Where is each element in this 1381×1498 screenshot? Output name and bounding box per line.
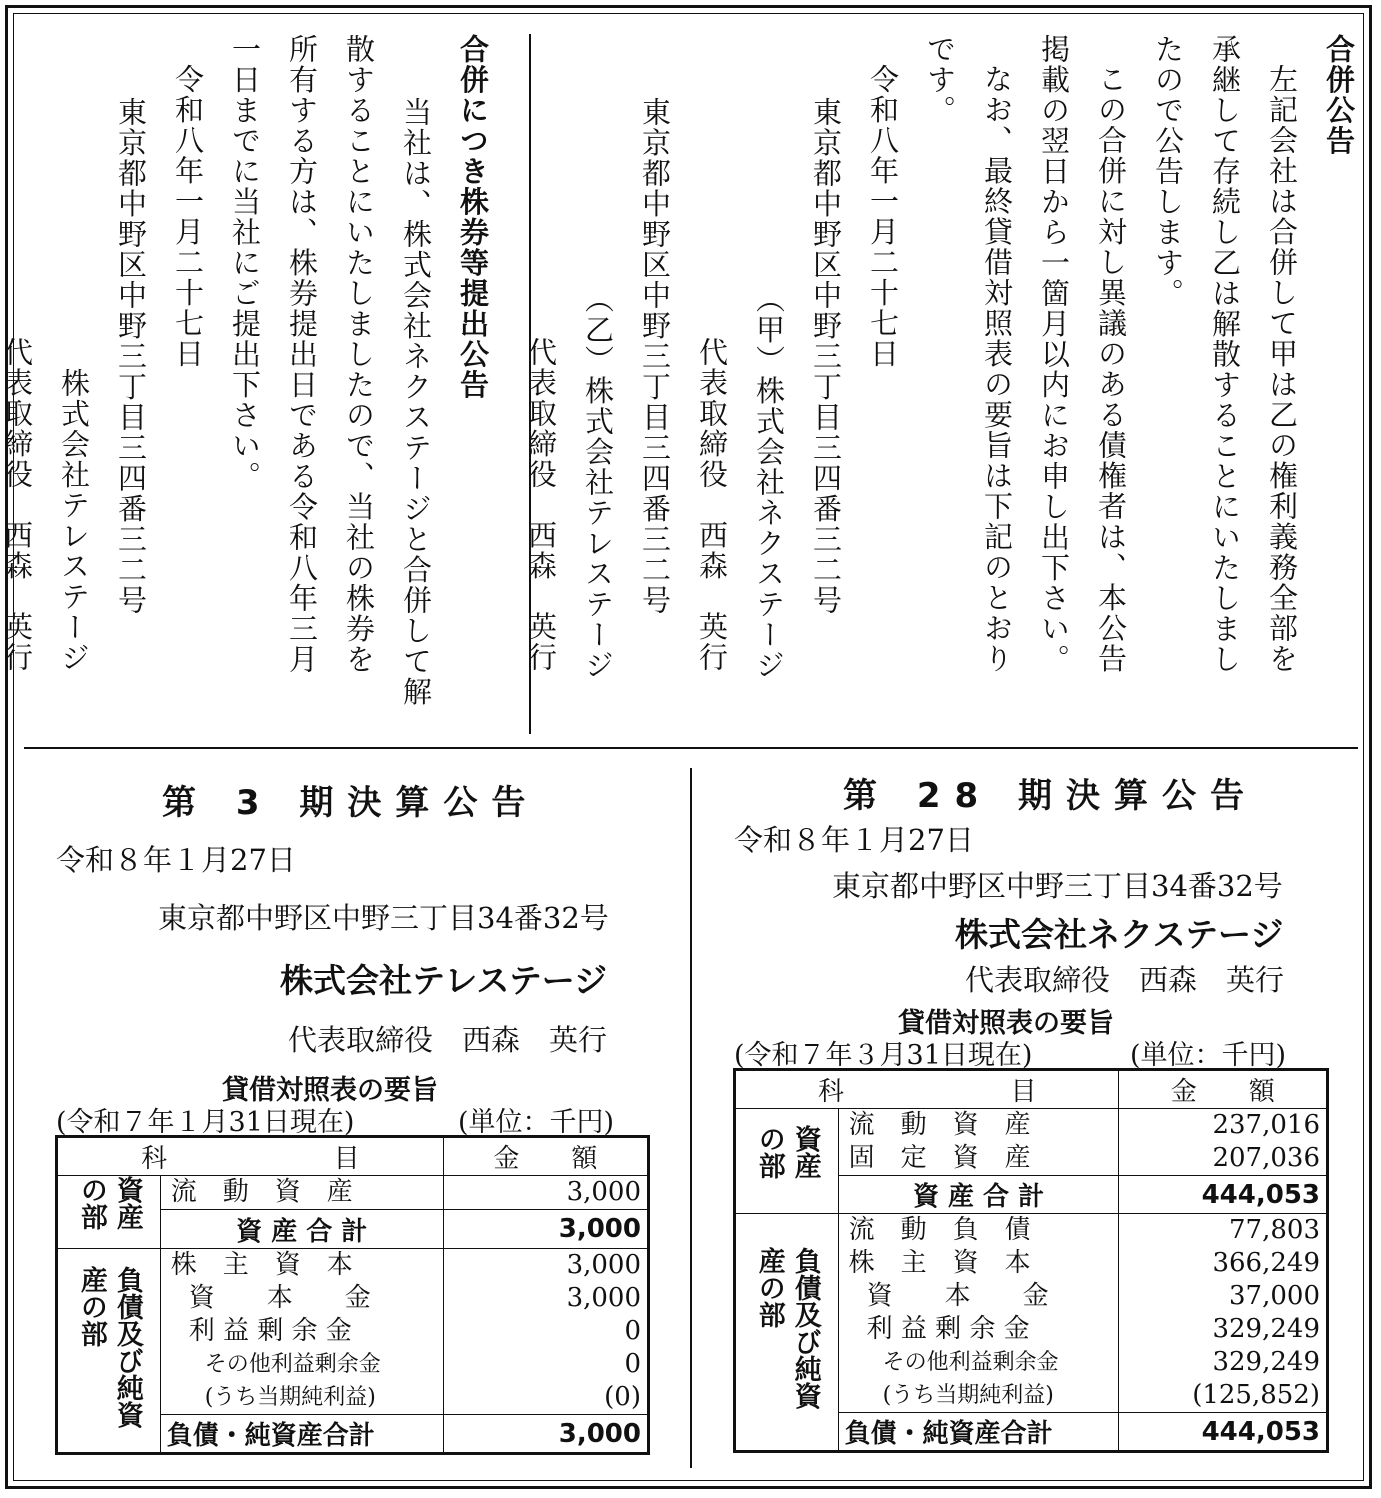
right-title: 第 28 期決算公告	[843, 776, 1258, 816]
merger-body-line: 左記会社は合併して甲は乙の権利義務全部を	[1265, 64, 1299, 674]
vertical-divider-bottom	[690, 768, 692, 1468]
liab-item-label: 資 本 金	[188, 1283, 371, 1313]
asset-label: 流 動 資 産	[170, 1177, 353, 1208]
header-item-b: 目	[1010, 1077, 1037, 1107]
asset-label: 流 動 資 産	[848, 1110, 1031, 1140]
liab-item-value: (0)	[604, 1382, 641, 1412]
share-body-line: 散することにいたしましたので、当社の株券を	[342, 34, 376, 675]
assets-values	[443, 1176, 648, 1210]
asset-label: 固 定 資 産	[848, 1143, 1031, 1173]
liab-item-label: (うち当期純利益)	[204, 1385, 376, 1410]
liab-label-cell	[57, 1249, 161, 1454]
left-period: (令和７年１月31日現在)	[56, 1107, 355, 1138]
right-subtitle: 貸借対照表の要旨	[898, 1008, 1114, 1039]
liab-total-value: 3,000	[443, 1415, 648, 1454]
left-balance-table	[55, 1135, 650, 1455]
assets-label: 資産の部	[753, 1125, 821, 1179]
right-unit: (単位：千円)	[1130, 1040, 1287, 1071]
share-rep: 代表取締役 西森 英行	[0, 337, 34, 673]
liab-items	[838, 1214, 1119, 1413]
merger-party-b-rep: 代表取締役 西森 英行	[524, 337, 558, 673]
merger-address-a: 東京都中野区中野三丁目三四番三二号	[809, 97, 843, 616]
liab-item-value: 3,000	[566, 1283, 641, 1313]
merger-body-line: なお、最終貸借対照表の要旨は下記のとおり	[980, 64, 1014, 674]
liab-item-value: 329,249	[1212, 1314, 1320, 1344]
assets-items	[160, 1176, 443, 1210]
liab-item-label: (うち当期純利益)	[882, 1383, 1054, 1408]
asset-value: 207,036	[1212, 1143, 1320, 1173]
assets-label-cell	[57, 1176, 161, 1249]
liab-item-value: (125,852)	[1192, 1380, 1320, 1410]
liab-item-label: その他利益剰余金	[204, 1352, 381, 1377]
liab-values	[443, 1249, 648, 1415]
assets-items	[838, 1109, 1119, 1176]
left-unit: (単位：千円)	[458, 1107, 615, 1138]
asset-value: 237,016	[1212, 1110, 1320, 1140]
liab-item-label: 流 動 負 債	[848, 1215, 1031, 1245]
liab-item-value: 0	[624, 1349, 641, 1379]
header-item	[57, 1137, 444, 1176]
liab-item-value: 0	[624, 1316, 641, 1346]
right-rep: 代表取締役 西森 英行	[965, 963, 1285, 997]
liab-item-label: 株 主 資 本	[170, 1250, 353, 1280]
liab-item-label: 株 主 資 本	[848, 1248, 1031, 1278]
liab-item-value: 329,249	[1212, 1347, 1320, 1377]
header-item-a: 科	[141, 1144, 168, 1174]
liab-total-label: 負債・純資産合計	[838, 1413, 1119, 1452]
assets-total-label: 資 産 合 計	[838, 1176, 1119, 1214]
liab-item-label: 利 益 剰 余 金	[188, 1316, 352, 1346]
liab-label-cell	[735, 1214, 839, 1452]
table-header-row	[57, 1137, 649, 1176]
liab-values	[1119, 1214, 1328, 1413]
left-date: 令和８年１月27日	[56, 843, 296, 877]
liab-items	[160, 1249, 443, 1415]
header-item	[735, 1070, 1119, 1109]
left-title: 第 3 期決算公告	[162, 783, 540, 823]
assets-total-label: 資 産 合 計	[160, 1210, 443, 1249]
merger-party-a-rep: 代表取締役 西森 英行	[695, 337, 729, 673]
header-item-b: 目	[333, 1144, 360, 1174]
liab-label: 負債及び純資産の部	[75, 1265, 143, 1428]
liab-item-value: 366,249	[1212, 1248, 1320, 1278]
share-body-line: 当社は、株式会社ネクステージと合併して解	[399, 97, 433, 707]
liabilities-section	[57, 1249, 649, 1415]
share-company: 株式会社テレステージ	[57, 368, 91, 673]
right-address: 東京都中野区中野三丁目34番32号	[832, 869, 1283, 903]
liab-item-label: 資 本 金	[866, 1281, 1049, 1311]
header-amount: 金 額	[443, 1137, 648, 1176]
liab-item-label: その他利益剰余金	[882, 1350, 1059, 1375]
liab-total-value: 444,053	[1119, 1413, 1328, 1452]
right-company: 株式会社ネクステージ	[955, 915, 1284, 954]
assets-total-value: 444,053	[1119, 1176, 1328, 1214]
assets-section	[735, 1109, 1328, 1176]
merger-body-line: たので公告します。	[1151, 34, 1185, 309]
horizontal-divider	[24, 747, 1358, 749]
assets-label-cell	[735, 1109, 839, 1214]
share-address: 東京都中野区中野三丁目三四番三二号	[114, 97, 148, 616]
merger-date: 令和八年一月二十七日	[866, 64, 900, 369]
share-date: 令和八年一月二十七日	[171, 64, 205, 369]
assets-total-value: 3,000	[443, 1210, 648, 1249]
right-date: 令和８年１月27日	[734, 823, 974, 857]
liab-item-value: 3,000	[566, 1250, 641, 1280]
merger-party-b: （乙）株式会社テレステージ	[581, 284, 615, 681]
liab-total-label: 負債・純資産合計	[160, 1415, 443, 1454]
merger-heading: 合併公告	[1322, 34, 1356, 156]
share-body-line: 一日までに当社にご提出下さい。	[228, 34, 262, 492]
header-amount: 金 額	[1119, 1070, 1328, 1109]
liab-item-label: 利 益 剰 余 金	[866, 1314, 1030, 1344]
liabilities-section	[735, 1214, 1328, 1413]
share-heading: 合併につき株券等提出公告	[456, 34, 490, 400]
left-address: 東京都中野区中野三丁目34番32号	[158, 901, 609, 935]
merger-body-line: 掲載の翌日から一箇月以内にお申し出下さい。	[1037, 34, 1071, 675]
left-company: 株式会社テレステージ	[280, 961, 608, 1000]
liab-item-value: 37,000	[1229, 1281, 1320, 1311]
liab-item-value: 77,803	[1229, 1215, 1320, 1245]
right-period: (令和７年３月31日現在)	[734, 1040, 1033, 1071]
table-header-row	[735, 1070, 1328, 1109]
merger-body-line: この合併に対し異議のある債権者は、本公告	[1094, 64, 1128, 674]
right-balance-table	[733, 1068, 1329, 1453]
asset-value: 3,000	[566, 1177, 641, 1208]
merger-body-line: 承継して存続し乙は解散することにいたしまし	[1208, 34, 1242, 675]
assets-values	[1119, 1109, 1328, 1176]
merger-party-a: （甲）株式会社ネクステージ	[752, 284, 786, 681]
merger-body-line: です。	[923, 34, 957, 126]
assets-label: 資産の部	[75, 1176, 143, 1230]
merger-address-b: 東京都中野区中野三丁目三四番三二号	[638, 97, 672, 616]
assets-section	[57, 1176, 649, 1210]
left-rep: 代表取締役 西森 英行	[288, 1023, 608, 1057]
liab-label: 負債及び純資産の部	[753, 1247, 821, 1409]
left-subtitle: 貸借対照表の要旨	[222, 1075, 438, 1106]
share-body-line: 所有する方は、株券提出日である令和八年三月	[285, 34, 319, 675]
header-item-a: 科	[817, 1077, 844, 1107]
